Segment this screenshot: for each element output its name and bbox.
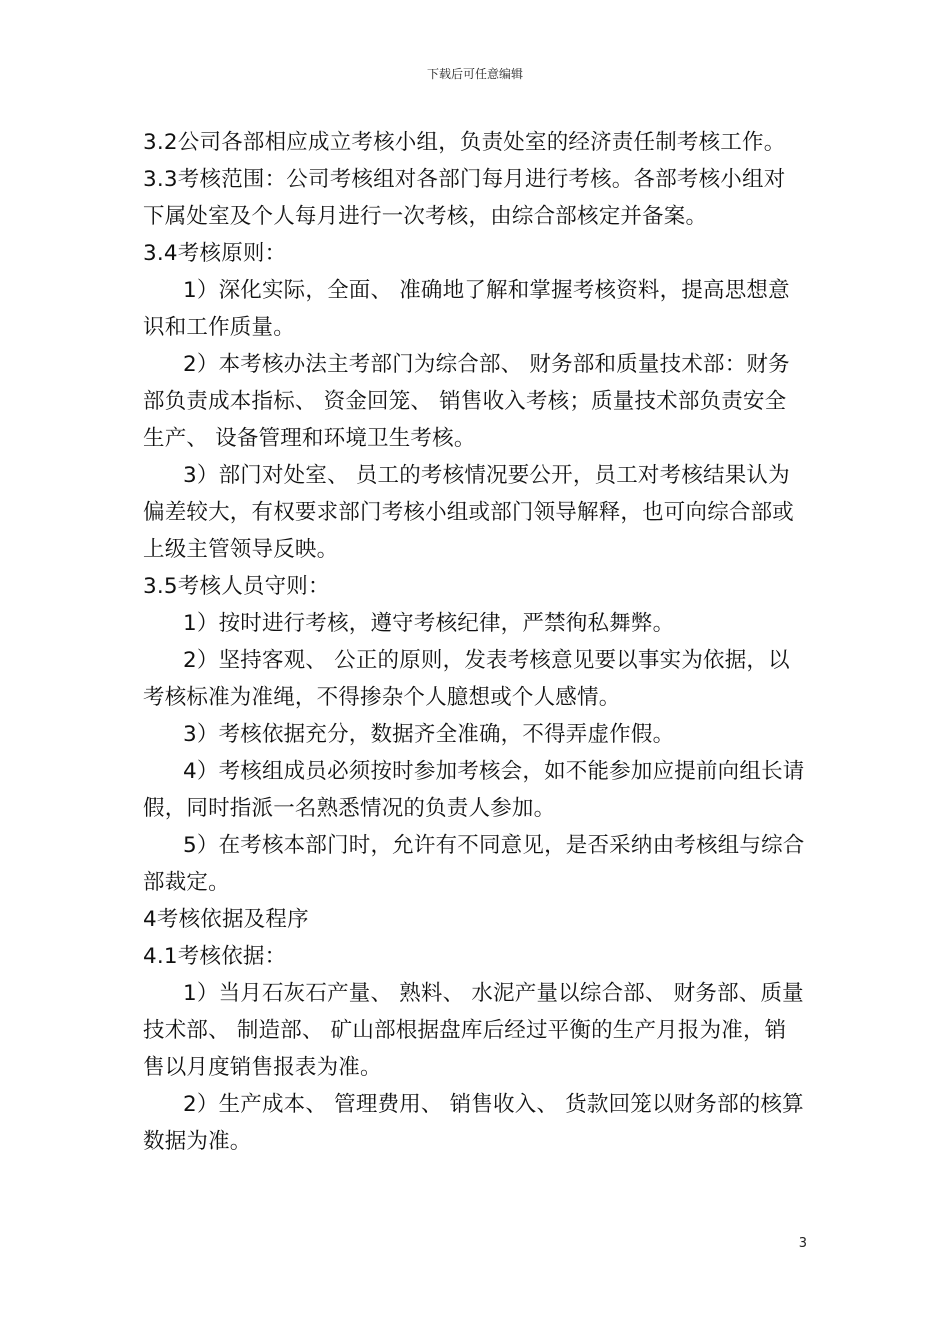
paragraph: 3.2公司各部相应成立考核小组，负责处室的经济责任制考核工作。: [143, 130, 786, 155]
paragraph: 3.3考核范围：公司考核组对各部门每月进行考核。各部考核小组对下属处室及个人每月进行一次考核，由综合部核定并备案。: [143, 167, 786, 229]
paragraph: 5）在考核本部门时，允许有不同意见，是否采纳由考核组与综合部裁定。: [143, 833, 805, 895]
page-number: 3: [798, 1236, 807, 1251]
paragraph: 4）考核组成员必须按时参加考核会，如不能参加应提前向组长请假，同时指派一名熟悉情况的负责人参加。: [143, 759, 805, 821]
paragraph: 3）部门对处室、 员工的考核情况要公开，员工对考核结果认为偏差较大，有权要求部门考核小组或部门领导解释，也可向综合部或上级主管领导反映。: [143, 463, 795, 562]
paragraph: 2）生产成本、 管理费用、 销售收入、 货款回笼以财务部的核算数据为准。: [143, 1092, 804, 1154]
paragraph: 3）考核依据充分，数据齐全准确，不得弄虚作假。: [183, 722, 675, 747]
paragraph: 2）本考核办法主考部门为综合部、 财务部和质量技术部：财务部负责成本指标、 资金回笼、 销售收入考核；质量技术部负责安全生产、 设备管理和环境卫生考核。: [143, 352, 790, 451]
paragraph: 1）按时进行考核，遵守考核纪律，严禁徇私舞弊。: [183, 611, 675, 636]
paragraph: 3.4考核原则：: [143, 241, 287, 266]
paragraph: 4.1考核依据：: [143, 944, 287, 969]
paragraph: 2）坚持客观、 公正的原则，发表考核意见要以事实为依据，以考核标准为准绳，不得掺杂个人臆想或个人感情。: [143, 648, 790, 710]
paragraph: 3.5考核人员守则：: [143, 574, 330, 599]
paragraph: 1）深化实际，全面、 准确地了解和掌握考核资料，提高思想意识和工作质量。: [143, 278, 790, 340]
document-body: [143, 124, 807, 1160]
page-header: 下载后可任意编辑: [426, 67, 523, 81]
paragraph: 1）当月石灰石产量、 熟料、 水泥产量以综合部、 财务部、质量技术部、 制造部、 矿山部根据盘库后经过平衡的生产月报为准，销售以月度销售报表为准。: [143, 981, 804, 1080]
paragraph: 4考核依据及程序: [143, 907, 309, 932]
